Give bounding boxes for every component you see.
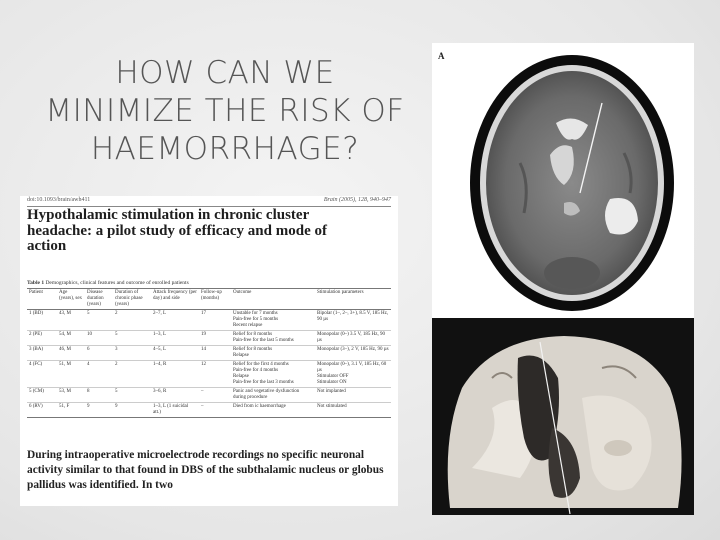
table-row xyxy=(27,388,391,403)
table-cell: 3 (BA) xyxy=(27,346,57,361)
panel-a-label: A xyxy=(438,51,445,61)
slide-title xyxy=(40,54,410,168)
paper-journal-ref: Brain (2005), 128, 940–947 xyxy=(323,197,391,203)
table-cell: 1–3, L (1 suicidal att.) xyxy=(151,403,199,418)
table-cell: 46, M xyxy=(57,346,85,361)
table-cell: 8 xyxy=(85,388,113,403)
table-caption-text: Demographics, clinical features and outcome of enrolled patients xyxy=(45,280,189,286)
table-header-cell: Patient xyxy=(27,289,57,310)
table-caption xyxy=(27,280,189,286)
table-cell: 1–4, R xyxy=(151,361,199,388)
table-row xyxy=(27,331,391,346)
table-cell: Unstable for 7 months Pain-free for 5 months Recent relapse xyxy=(231,310,315,331)
table-cell: 4 (FC) xyxy=(27,361,57,388)
table-cell: 9 xyxy=(113,403,151,418)
table-cell: Not implanted xyxy=(315,388,391,403)
paper-doi: doi:10.1093/brain/awh411 xyxy=(27,197,91,203)
table-cell: 5 xyxy=(85,310,113,331)
paper-title: Hypothalamic stimulation in chronic cluster headache: a pilot study of efficacy and mode of action xyxy=(27,207,327,254)
paper-excerpt-image xyxy=(20,196,398,506)
table-cell: 51, F xyxy=(57,403,85,418)
table-cell: 2 (PE) xyxy=(27,331,57,346)
table-header-cell: Disease duration (years) xyxy=(85,289,113,310)
table-cell: Relief for 8 months Relapse xyxy=(231,346,315,361)
table-header-row xyxy=(27,289,391,310)
table-cell: 2 xyxy=(113,310,151,331)
table-cell: 43, M xyxy=(57,310,85,331)
table-cell: 4–5, L xyxy=(151,346,199,361)
table-cell: 54, M xyxy=(57,331,85,346)
slide-title-line-2: MINIMIZE THE RISK OF xyxy=(45,93,405,129)
table-header-cell: Age (years), sex xyxy=(57,289,85,310)
table-header-cell: Attack frequency (per day) and side xyxy=(151,289,199,310)
table-caption-label: Table 1 xyxy=(27,280,45,286)
table-header-cell: Follow-up (months) xyxy=(199,289,231,310)
table-cell: 3–6, R xyxy=(151,388,199,403)
table-cell: 2–7, L xyxy=(151,310,199,331)
table-row xyxy=(27,361,391,388)
figure-panel xyxy=(432,43,694,515)
table-header-cell: Outcome xyxy=(231,289,315,310)
table-cell: Not stimulated xyxy=(315,403,391,418)
table-cell: 14 xyxy=(199,346,231,361)
table-cell: 5 xyxy=(113,331,151,346)
table-cell: 51, M xyxy=(57,361,85,388)
table-cell: Monopolar (0–) 3.5 V, 185 Hz, 90 µs xyxy=(315,331,391,346)
ct-scan-image xyxy=(460,43,694,317)
table-cell: 6 (RV) xyxy=(27,403,57,418)
table-cell: Bipolar (1–, 2–, 3+), 8.5 V, 185 Hz, 90 µs xyxy=(315,310,391,331)
table-cell: 12 xyxy=(199,361,231,388)
table-cell: – xyxy=(199,403,231,418)
table-row xyxy=(27,403,391,418)
table-cell: 4 xyxy=(85,361,113,388)
table-cell: 10 xyxy=(85,331,113,346)
table-cell: 1 (BD) xyxy=(27,310,57,331)
table-cell: 5 xyxy=(113,388,151,403)
table-cell: 5 (CM) xyxy=(27,388,57,403)
table-cell: 1–3, L xyxy=(151,331,199,346)
table-cell: Panic and vegetative dysfunction during procedure xyxy=(231,388,315,403)
table-cell: 53, M xyxy=(57,388,85,403)
table-row xyxy=(27,346,391,361)
table-cell: Died from ic haemorrhage xyxy=(231,403,315,418)
table-cell: Monopolar (3–), 2 V, 185 Hz, 90 µs xyxy=(315,346,391,361)
table-cell: 17 xyxy=(199,310,231,331)
table-cell: 2 xyxy=(113,361,151,388)
table-cell: 9 xyxy=(85,403,113,418)
table-header-cell: Duration of chronic phase (years) xyxy=(113,289,151,310)
demographics-table xyxy=(27,288,391,418)
table-header-cell: Stimulation parameters xyxy=(315,289,391,310)
table-cell: Relief for the first 4 months Pain-free for 4 months Relapse Pain-free for the last 3 months xyxy=(231,361,315,388)
table-cell: – xyxy=(199,388,231,403)
table-cell: 19 xyxy=(199,331,231,346)
table-cell: 3 xyxy=(113,346,151,361)
table-cell: Monopolar (0–), 3.1 V, 185 Hz, 60 µs Stimulator OFF Stimulator ON xyxy=(315,361,391,388)
table-cell: 6 xyxy=(85,346,113,361)
pathology-section-image xyxy=(432,318,694,515)
slide-title-line-3: HAEMORRHAGE? xyxy=(90,131,360,167)
table-row xyxy=(27,310,391,331)
table-cell: Relief for 8 months Pain-free for the last 5 months xyxy=(231,331,315,346)
paper-body-excerpt: During intraoperative microelectrode recordings no specific neuronal activity similar to that found in DBS of the subthalamic nucleus or globus pallidus was identified. In two xyxy=(27,449,384,491)
slide-title-line-1: HOW CAN WE xyxy=(115,55,335,91)
